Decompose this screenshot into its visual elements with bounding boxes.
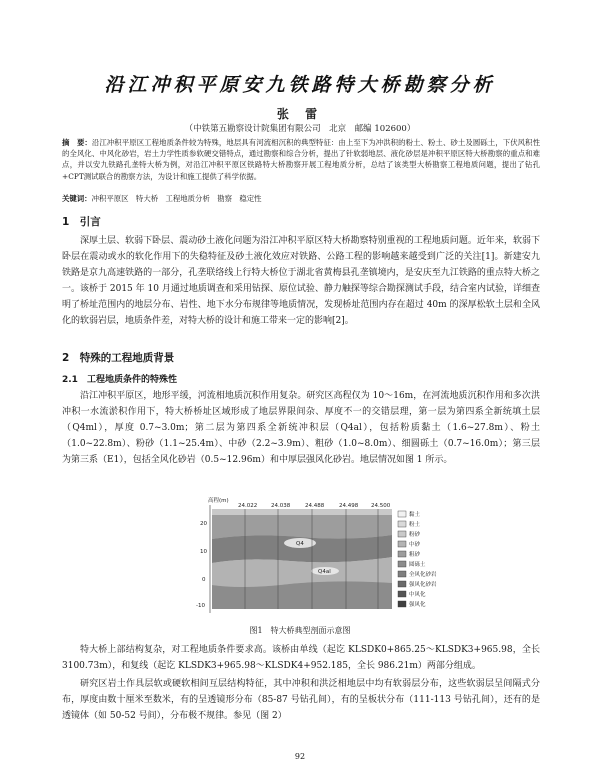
y-tick-10: 10 (200, 549, 207, 555)
y-tick-0: 0 (202, 577, 206, 583)
section-2-1-paragraph: 沿江冲积平原区，地形平缓，河流相地质沉积作用复杂。研究区高程仅为 10～16m，在河流地质沉积作用和多次洪冲积一水流淤积作用下，特大桥桥址区域形成了地层界限间杂、厚度不一的交错层理，第一层为第四系全新统填土层（Q4ml），厚度 0.7~3.0m；第二层为第四系全新统冲积层（Q4al），包括粉质黏土（1.6~27.8m）、粉土（1.0~22.8m）、粉砂（1.1~25.4m）、中砂（2.2~3.9m）、粗砂（1.0~8.0m）、细圆砾土（0.7~16.0m）；第三层为第三系（E1），包括全风化砂岩（0.5~12.96m）和中厚层强风化砂岩。地层情况如图 1 所示。 (62, 391, 540, 465)
figure-caption: 图1 特大桥典型剖面示意图 (249, 626, 351, 635)
abstract-text: 沿江冲积平原区工程地质条件较为特殊，地层具有河流相沉积的典型特征：由上至下为冲洪积的粉土、粉土、砂土及圆砾土，下伏风积性的全风化、中风化砂岩，岩土力学性质参软硬交错特点，通过勘察和综合分析，提出了针软弱地层、液化砂层是冲积平原区特大桥勘察的重点和难点，并以安九铁路孔垄特大桥为例，对沿江冲积平原区铁路特大桥勘察开展工程地质分析，总结了该类型大桥勘察工程地质问题，提出了钻孔+CPT测试联合的勘察方法，为设计和施工提供了科学依据。 (62, 138, 540, 181)
legend-item-7: 全风化砂岩 (409, 572, 437, 578)
affiliation: （中铁第五勘察设计院集团有限公司 北京 邮编 102600） (184, 124, 416, 134)
abstract-label: 摘 要： (62, 138, 92, 147)
legend-item-1: 黏土 (409, 512, 421, 518)
borehole-label-1: 24.022 (238, 503, 258, 509)
section-2-heading: 2 特殊的工程地质背景 (62, 352, 175, 364)
page-number: 92 (294, 752, 306, 761)
paper-title: 沿江冲积平原安九铁路特大桥勘察分析 (104, 74, 496, 96)
borehole-label-5: 24.500 (371, 503, 391, 509)
keywords (62, 193, 540, 204)
legend-item-3: 粉砂 (409, 532, 421, 538)
legend-item-10: 强风化 (409, 602, 426, 608)
y-tick-20: 20 (200, 521, 207, 527)
legend-item-2: 粉土 (409, 522, 421, 528)
author-name: 张 雷 (276, 107, 324, 121)
legend-item-8: 强风化砂岩 (409, 582, 437, 588)
legend-item-4: 中砂 (409, 542, 421, 548)
legend-item-5: 粗砂 (409, 552, 421, 558)
legend-item-9: 中风化 (409, 592, 426, 598)
y-tick-minus-10: -10 (196, 603, 205, 609)
borehole-label-3: 24.488 (305, 503, 325, 509)
section-2-1-heading: 2.1 工程地质条件的特殊性 (62, 375, 177, 385)
geologic-section-figure (150, 495, 450, 620)
section-2-1-paragraph-2: 特大桥上部结构复杂，对工程地质条件要求高。该桥由单线（起讫 KLSDK0+865.25～KLSDK3+965.98，全长 3100.73m），和复线（起讫 KLSDK3+965.98～KLSDK4+952.185，全长 986.21m）两部分组成。 (62, 645, 540, 671)
layer-label-q4al: Q4al (318, 569, 331, 575)
section-1-heading: 1 引言 (62, 216, 101, 228)
legend-item-6: 圆砾土 (409, 562, 426, 568)
borehole-label-4: 24.498 (339, 503, 359, 509)
abstract (62, 137, 540, 182)
borehole-label-2: 24.038 (271, 503, 291, 509)
section-2-1-paragraph-3: 研究区岩土作具层软或硬软相间互层结构特征，其中冲积和洪泛相地层中均有软弱层分布，这些软弱层呈间隔式分布，厚度由数十厘米至数米，有的呈透镜形分布（85-87 号钻孔间），有的呈板状分布（111-113 号钻孔间），还有的是透镜体（如 50-52 号间），分布极不规律。参见（图 2） (62, 679, 540, 721)
section-1-paragraph: 深厚土层、软弱下卧层、震动砂土液化问题为沿江冲积平原区特大桥勘察特别重视的工程地质问题。近年来，软弱下卧层在震动或水的软化作用下的失稳特征及砂土液化效应对铁路、公路工程的影响越来越受到广泛的关注[1]。新建安九铁路是京九高速铁路的一部分，孔垄联络线上行特大桥位于湖北省黄梅县孔垄镇境内，是安庆至九江铁路的重点特大桥之一。该桥于 2015 年 10 月通过地质调查和采用钻探、原位试验、静力触探等综合勘探测试手段，结合室内试验，详细查明了桥址范围内的地层分布、岩性、地下水分布规律等地质情况，发现桥址范围内存在超过 40m 的深厚松软土层和全风化的软弱岩层，地质条件差，对特大桥的设计和施工带来一定的影响[2]。 (62, 236, 540, 326)
figure-axis-label: 高程(m) (208, 498, 229, 504)
keywords-label: 关键词： (62, 194, 92, 203)
keywords-text: 冲积平原区 特大桥 工程地质分析 勘察 稳定性 (91, 194, 262, 203)
layer-label-q4: Q4 (296, 541, 304, 547)
